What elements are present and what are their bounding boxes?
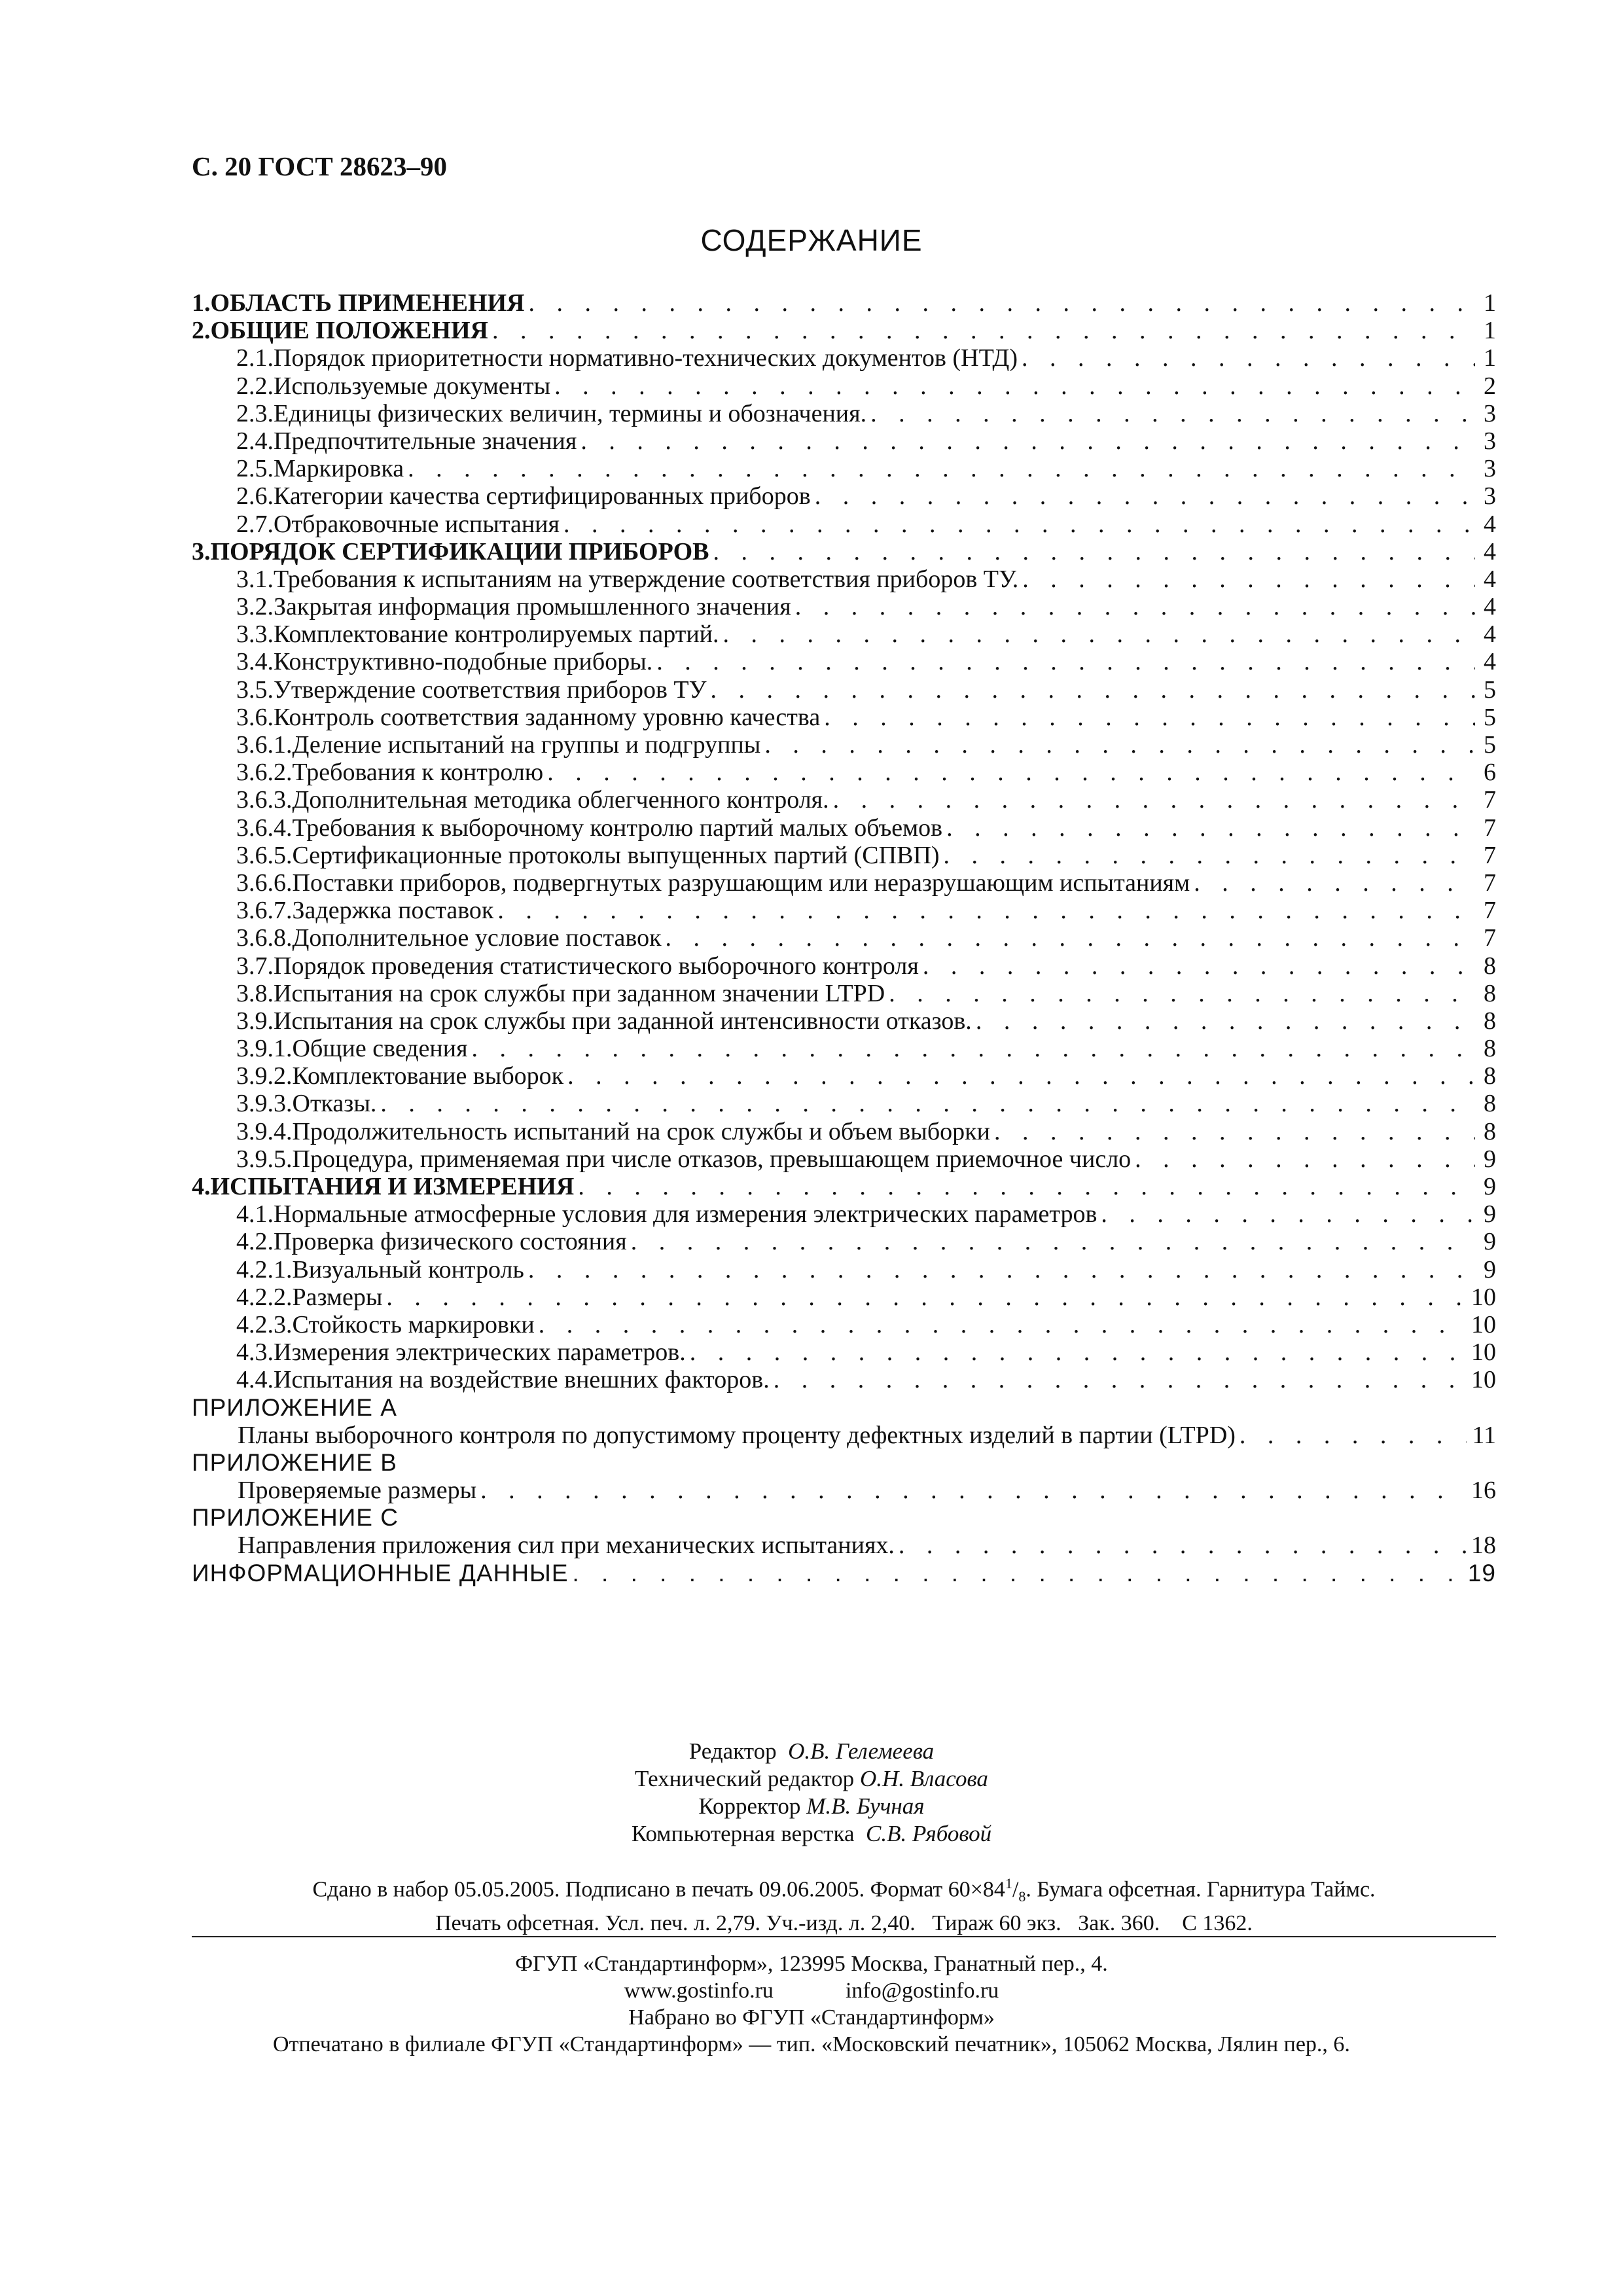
dot-leader xyxy=(824,704,1475,731)
toc-page-number: 9 xyxy=(1484,1255,1496,1283)
dot-leader xyxy=(815,482,1475,510)
toc-entry-number: 3.4. xyxy=(236,648,274,676)
toc-title: СОДЕРЖАНИЕ xyxy=(700,223,923,257)
toc-entry-number: 3. xyxy=(192,537,211,565)
toc-entry-number: 4.2.3. xyxy=(236,1310,293,1338)
toc-entry-number: 1. xyxy=(192,289,211,317)
toc-entry-title: Требования к выборочному контролю партий малых объемов xyxy=(292,814,943,842)
toc-entry-title: Процедура, применяемая при числе отказов, превышающем приемочное число xyxy=(292,1145,1132,1173)
dot-leader xyxy=(1135,1145,1475,1173)
toc-entry[interactable] xyxy=(192,704,1496,731)
dot-leader xyxy=(492,317,1475,344)
dot-leader xyxy=(480,1477,1466,1504)
print-info-line-2: Печать офсетная. Усл. печ. л. 2,79. Уч.-изд. л. 2,40. Тираж 60 экз. Зак. 360. С 1362. xyxy=(435,1911,1253,1936)
toc-entry[interactable] xyxy=(192,1311,1496,1338)
toc-entry[interactable] xyxy=(192,1560,1496,1587)
toc-entry-title: Требования к контролю xyxy=(292,759,544,787)
printed-info: Отпечатано в филиале ФГУП «Стандартинформ» — тип. «Московский печатник», 105062 Москва, Лялин пер., 6. xyxy=(273,2032,1350,2056)
toc-page-number: 4 xyxy=(1484,510,1496,538)
toc-entry-title: Контроль соответствия заданному уровню качества xyxy=(274,703,821,731)
dot-leader xyxy=(554,372,1475,400)
toc-entry-title: Общие сведения xyxy=(292,1035,468,1063)
dot-leader xyxy=(578,1173,1475,1200)
toc-entry-title: Маркировка xyxy=(274,455,404,483)
toc-page-number: 4 xyxy=(1484,565,1496,593)
toc-page-number: 7 xyxy=(1484,924,1496,952)
toc-page-number: 8 xyxy=(1484,1007,1496,1035)
publisher-info xyxy=(0,1950,1623,2058)
print-info xyxy=(192,1870,1496,1937)
credit-person: М.В. Бучная xyxy=(806,1793,925,1819)
toc-entry-title: Единицы физических величин, термины и обозначения. xyxy=(274,399,867,427)
toc-entry[interactable] xyxy=(192,620,1496,648)
toc-entry-number: 3.9.3. xyxy=(236,1090,293,1118)
publisher-address: ФГУП «Стандартинформ», 123995 Москва, Гранатный пер., 4. xyxy=(515,1952,1108,1976)
toc-entry[interactable] xyxy=(192,924,1496,952)
toc-entry-number: 4.3. xyxy=(236,1338,274,1367)
toc-entry[interactable] xyxy=(192,842,1496,869)
dot-leader xyxy=(833,786,1475,814)
toc-entry-number: 3.6.1. xyxy=(236,731,293,759)
toc-entry-title: ОБЩИЕ ПОЛОЖЕНИЯ xyxy=(210,317,488,345)
toc-page-number: 7 xyxy=(1484,841,1496,869)
toc-entry-title: Проверка физического состояния xyxy=(274,1228,627,1256)
toc-page-number: 1 xyxy=(1484,317,1496,345)
toc-entry[interactable] xyxy=(192,1173,1496,1200)
credit-role: Компьютерная верстка xyxy=(631,1821,855,1846)
toc-page-number: 9 xyxy=(1484,1228,1496,1256)
website-link[interactable]: www.gostinfo.ru xyxy=(624,1979,774,2003)
credit-proofreader xyxy=(0,1793,1623,1820)
credit-role: Редактор xyxy=(688,1738,777,1764)
toc-entry-number: 2. xyxy=(192,317,211,345)
toc-entry-title: Измерения электрических параметров. xyxy=(274,1338,686,1367)
dot-leader xyxy=(889,980,1475,1007)
toc-entry-title: Отказы. xyxy=(292,1090,377,1118)
dot-leader xyxy=(386,1283,1466,1311)
dot-leader xyxy=(666,924,1475,952)
toc-entry[interactable] xyxy=(192,1283,1496,1311)
dot-leader xyxy=(1194,869,1475,897)
toc-entry-title: ПОРЯДОК СЕРТИФИКАЦИИ ПРИБОРОВ xyxy=(210,537,709,565)
dot-leader xyxy=(711,676,1475,704)
toc-entry[interactable] xyxy=(192,1090,1496,1117)
toc-page-number: 4 xyxy=(1484,648,1496,676)
toc-entry-title: Предпочтительные значения xyxy=(274,427,577,455)
dot-leader xyxy=(563,511,1475,538)
dot-leader xyxy=(944,842,1475,869)
toc-entry[interactable] xyxy=(192,372,1496,400)
toc-page-number: 8 xyxy=(1484,1117,1496,1145)
toc-entry-title: ИНФОРМАЦИОННЫЕ ДАННЫЕ xyxy=(192,1559,569,1587)
toc-entry-title: Отбраковочные испытания xyxy=(274,510,560,538)
dot-leader xyxy=(690,1338,1466,1366)
toc-page-number: 16 xyxy=(1471,1477,1496,1505)
toc-entry-number: 3.6. xyxy=(236,703,274,731)
toc-entry-number: 3.2. xyxy=(236,593,274,621)
toc-entry-number: 4.2.2. xyxy=(236,1283,293,1311)
credits xyxy=(0,1738,1623,1848)
publisher-contacts xyxy=(0,1977,1623,2004)
toc-entry-number: 3.6.8. xyxy=(236,924,293,952)
dot-leader xyxy=(497,897,1475,924)
toc-entry-number: 3.8. xyxy=(236,979,274,1007)
dot-leader xyxy=(1022,344,1475,372)
toc-entry-title: Нормальные атмосферные условия для измерения электрических параметров xyxy=(274,1200,1097,1229)
toc-entry-number: 2.1. xyxy=(236,344,274,372)
dot-leader xyxy=(656,648,1475,675)
toc-page-number: 7 xyxy=(1484,869,1496,897)
toc-entry-title: Направления приложения сил при механических испытаниях. xyxy=(238,1532,895,1560)
toc-entry[interactable] xyxy=(192,869,1496,897)
toc-entry[interactable] xyxy=(192,1145,1496,1173)
toc-page-number: 3 xyxy=(1484,482,1496,511)
toc-entry-title: Испытания на воздействие внешних факторов. xyxy=(274,1366,770,1394)
toc-entry-title: Используемые документы xyxy=(274,372,551,400)
toc-page-number: 4 xyxy=(1484,537,1496,565)
toc-entry-number: 4.2.1. xyxy=(236,1255,293,1283)
toc-page-number: 9 xyxy=(1484,1145,1496,1173)
toc-entry[interactable] xyxy=(192,400,1496,427)
credit-person: О.В. Гелемеева xyxy=(788,1738,935,1764)
toc-entry-title: Порядок проведения статистического выборочного контроля xyxy=(274,952,919,980)
toc-page-number: 3 xyxy=(1484,399,1496,427)
dot-leader xyxy=(380,1090,1475,1117)
toc-page-number: 4 xyxy=(1484,620,1496,649)
toc-entry-title: Утверждение соответствия приборов ТУ xyxy=(274,675,707,704)
toc-entry-title: Испытания на срок службы при заданной интенсивности отказов. xyxy=(274,1007,972,1035)
toc-entry-number: 2.2. xyxy=(236,372,274,400)
toc-entry-number: 3.5. xyxy=(236,675,274,704)
toc-page-number: 11 xyxy=(1472,1421,1496,1449)
dot-leader xyxy=(1022,565,1475,593)
toc-page-number: 5 xyxy=(1484,731,1496,759)
dot-leader xyxy=(567,1062,1475,1090)
toc-entry-number: 3.6.3. xyxy=(236,786,293,814)
dot-leader xyxy=(408,455,1475,482)
toc-entry[interactable] xyxy=(192,455,1496,482)
toc-entry[interactable] xyxy=(192,1477,1496,1504)
toc-entry-number: 3.9.1. xyxy=(236,1035,293,1063)
toc-entry-title: Стойкость маркировки xyxy=(292,1310,535,1338)
toc-entry[interactable] xyxy=(192,289,1496,317)
appendix-title: ПРИЛОЖЕНИЕ C xyxy=(192,1504,399,1532)
toc-entry[interactable] xyxy=(192,1007,1496,1035)
toc-entry-number: 3.9.5. xyxy=(236,1145,293,1173)
toc-entry[interactable] xyxy=(192,676,1496,704)
dot-leader xyxy=(774,1366,1466,1393)
print-info-line-1: Сдано в набор 05.05.2005. Подписано в печать 09.06.2005. Формат $60\times 84^1/_8$. Бумага офсетная. Гарнитура Таймс. xyxy=(312,1875,1376,1905)
toc-entry-title: Комплектование выборок xyxy=(292,1062,564,1090)
toc-entry-number: 3.9. xyxy=(236,1007,274,1035)
toc-entry-number: 2.4. xyxy=(236,427,274,455)
credit-tech-editor xyxy=(0,1765,1623,1793)
typeset-info: Набрано во ФГУП «Стандартинформ» xyxy=(628,2005,995,2030)
toc-entry-title: Испытания на срок службы при заданном значении LTPD xyxy=(274,979,885,1007)
toc-page-number: 7 xyxy=(1484,786,1496,814)
email-link[interactable]: info@gostinfo.ru xyxy=(845,1979,999,2003)
toc-page-number: 1 xyxy=(1484,344,1496,372)
toc-entry-number: 2.6. xyxy=(236,482,274,511)
toc-entry[interactable] xyxy=(192,980,1496,1007)
toc-entry[interactable] xyxy=(192,759,1496,786)
toc-entry-number: 2.7. xyxy=(236,510,274,538)
toc-entry[interactable] xyxy=(192,1338,1496,1366)
toc-entry-number: 2.5. xyxy=(236,455,274,483)
toc-entry-number: 3.3. xyxy=(236,620,274,649)
dot-leader xyxy=(631,1228,1475,1255)
dot-leader xyxy=(539,1311,1466,1338)
toc-entry[interactable] xyxy=(192,786,1496,814)
toc-entry-title: Категории качества сертифицированных приборов xyxy=(274,482,811,511)
toc-entry[interactable] xyxy=(192,952,1496,980)
toc-page-number: 18 xyxy=(1471,1532,1496,1560)
toc-entry-title: ОБЛАСТЬ ПРИМЕНЕНИЯ xyxy=(210,289,525,317)
dot-leader xyxy=(573,1560,1463,1587)
dot-leader xyxy=(994,1118,1475,1145)
toc-entry-title: Планы выборочного контроля по допустимому проценту дефектных изделий в партии (LTPD) xyxy=(238,1421,1236,1449)
dot-leader xyxy=(547,759,1475,786)
page-header: С. 20 ГОСТ 28623–90 xyxy=(192,151,448,181)
dot-leader xyxy=(528,1256,1475,1283)
toc-entry-number: 3.6.2. xyxy=(236,759,293,787)
toc-page-number: 8 xyxy=(1484,1035,1496,1063)
toc-entry[interactable] xyxy=(192,317,1496,344)
toc-entry[interactable] xyxy=(192,1035,1496,1062)
toc-entry-title: Дополнительное условие поставок xyxy=(292,924,662,952)
toc-entry[interactable] xyxy=(192,731,1496,759)
divider xyxy=(192,1936,1496,1937)
toc-entry-number: 4.1. xyxy=(236,1200,274,1229)
toc-entry[interactable] xyxy=(192,1200,1496,1228)
toc-page-number: 1 xyxy=(1484,289,1496,317)
toc-page-number: 10 xyxy=(1471,1310,1496,1338)
toc-entry-title: Сертификационные протоколы выпущенных партий (СПВП) xyxy=(292,841,940,869)
credit-role: Технический редактор xyxy=(635,1766,855,1791)
toc-entry-title: Проверяемые размеры xyxy=(238,1477,477,1505)
toc-page-number: 5 xyxy=(1484,675,1496,704)
toc-entry-title: Визуальный контроль xyxy=(292,1255,524,1283)
toc-entry[interactable] xyxy=(192,511,1496,538)
toc-page-number: 10 xyxy=(1471,1283,1496,1311)
dot-leader xyxy=(580,427,1475,455)
dot-leader xyxy=(946,814,1475,842)
dot-leader xyxy=(976,1007,1475,1035)
appendix-title: ПРИЛОЖЕНИЕ B xyxy=(192,1448,397,1476)
toc-entry[interactable] xyxy=(192,814,1496,842)
dot-leader xyxy=(472,1035,1475,1062)
print-format: Сдано в набор 05.05.2005. Подписано в печать 09.06.2005. Формат 60×84 xyxy=(312,1877,1005,1902)
print-paper: . Бумага офсетная. Гарнитура Таймс. xyxy=(1026,1877,1376,1902)
toc-page-number: 8 xyxy=(1484,979,1496,1007)
toc-entry[interactable] xyxy=(192,344,1496,372)
format-fraction-denominator: 8 xyxy=(1018,1888,1026,1905)
toc-entry[interactable] xyxy=(192,648,1496,675)
toc-entry-number: 3.6.4. xyxy=(236,814,293,842)
toc-page-number: 8 xyxy=(1484,952,1496,980)
dot-leader xyxy=(1101,1200,1475,1228)
dot-leader xyxy=(713,538,1475,565)
dot-leader xyxy=(899,1532,1466,1559)
dot-leader xyxy=(1240,1422,1467,1449)
toc-entry-number: 3.6.5. xyxy=(236,841,293,869)
toc-entry-title: Продолжительность испытаний на срок службы и объем выборки xyxy=(292,1117,990,1145)
toc-page-number: 10 xyxy=(1471,1338,1496,1367)
toc-entry-number: 3.9.4. xyxy=(236,1117,293,1145)
dot-leader xyxy=(764,731,1475,759)
toc-page-number: 7 xyxy=(1484,897,1496,925)
credit-editor xyxy=(0,1738,1623,1765)
toc-page-number: 9 xyxy=(1484,1173,1496,1200)
toc-entry-number: 4.4. xyxy=(236,1366,274,1394)
format-fraction-numerator: 1 xyxy=(1005,1875,1012,1892)
toc-entry-number: 3.9.2. xyxy=(236,1062,293,1090)
toc-entry[interactable] xyxy=(192,1532,1496,1559)
toc-entry-title: Конструктивно-подобные приборы. xyxy=(274,648,653,676)
toc-entry-title: Деление испытаний на группы и подгруппы xyxy=(292,731,761,759)
dot-leader xyxy=(795,593,1475,620)
toc-page-number: 10 xyxy=(1471,1366,1496,1394)
toc-entry-title: Дополнительная методика облегченного контроля. xyxy=(292,786,829,814)
toc-entry[interactable] xyxy=(192,1366,1496,1393)
toc-entry[interactable] xyxy=(192,1422,1496,1449)
dot-leader xyxy=(923,952,1475,980)
credit-layout xyxy=(0,1820,1623,1848)
toc-page-number: 3 xyxy=(1484,455,1496,483)
toc-page-number: 8 xyxy=(1484,1062,1496,1090)
credit-role: Корректор xyxy=(698,1793,801,1819)
toc-page-number: 3 xyxy=(1484,427,1496,455)
toc-entry[interactable] xyxy=(192,1062,1496,1090)
toc-page-number: 6 xyxy=(1484,759,1496,787)
toc-entry-number: 3.1. xyxy=(236,565,274,593)
toc-entry[interactable] xyxy=(192,565,1496,593)
toc-entry-title: Размеры xyxy=(292,1283,383,1311)
toc-page-number: 2 xyxy=(1484,372,1496,400)
toc-entry-number: 2.3. xyxy=(236,399,274,427)
toc-page-number: 8 xyxy=(1484,1090,1496,1118)
appendix-title: ПРИЛОЖЕНИЕ A xyxy=(192,1393,397,1421)
toc-entry-number: 3.7. xyxy=(236,952,274,980)
toc-entry[interactable] xyxy=(192,1118,1496,1145)
dot-leader xyxy=(870,400,1475,427)
table-of-contents xyxy=(192,289,1496,1587)
toc-entry[interactable] xyxy=(192,1228,1496,1255)
toc-page-number: 19 xyxy=(1467,1559,1496,1587)
toc-entry[interactable] xyxy=(192,482,1496,510)
toc-entry[interactable] xyxy=(192,1256,1496,1283)
toc-entry-title: Задержка поставок xyxy=(292,897,494,925)
toc-page-number: 5 xyxy=(1484,703,1496,731)
toc-entry-number: 3.6.7. xyxy=(236,897,293,925)
dot-leader xyxy=(723,620,1475,648)
toc-page-number: 4 xyxy=(1484,593,1496,621)
toc-entry-number: 4.2. xyxy=(236,1228,274,1256)
toc-entry-title: Порядок приоритетности нормативно-технических документов (НТД) xyxy=(274,344,1018,372)
toc-entry-title: Поставки приборов, подвергнутых разрушающим или неразрушающим испытаниям xyxy=(292,869,1190,897)
toc-entry-title: ИСПЫТАНИЯ И ИЗМЕРЕНИЯ xyxy=(210,1173,575,1200)
toc-entry-title: Требования к испытаниям на утверждение соответствия приборов ТУ. xyxy=(274,565,1019,593)
toc-entry-number: 4. xyxy=(192,1173,211,1200)
toc-entry[interactable] xyxy=(192,593,1496,620)
toc-entry-number: 3.6.6. xyxy=(236,869,293,897)
dot-leader xyxy=(529,289,1475,317)
toc-entry-title: Комплектование контролируемых партий. xyxy=(274,620,719,649)
toc-entry[interactable] xyxy=(192,897,1496,924)
toc-entry-title: Закрытая информация промышленного значения xyxy=(274,593,791,621)
toc-page-number: 9 xyxy=(1484,1200,1496,1229)
toc-page-number: 7 xyxy=(1484,814,1496,842)
toc-entry[interactable] xyxy=(192,538,1496,565)
credit-person: О.Н. Власова xyxy=(859,1766,988,1791)
toc-entry[interactable] xyxy=(192,427,1496,455)
credit-person: С.В. Рябовой xyxy=(865,1821,992,1846)
